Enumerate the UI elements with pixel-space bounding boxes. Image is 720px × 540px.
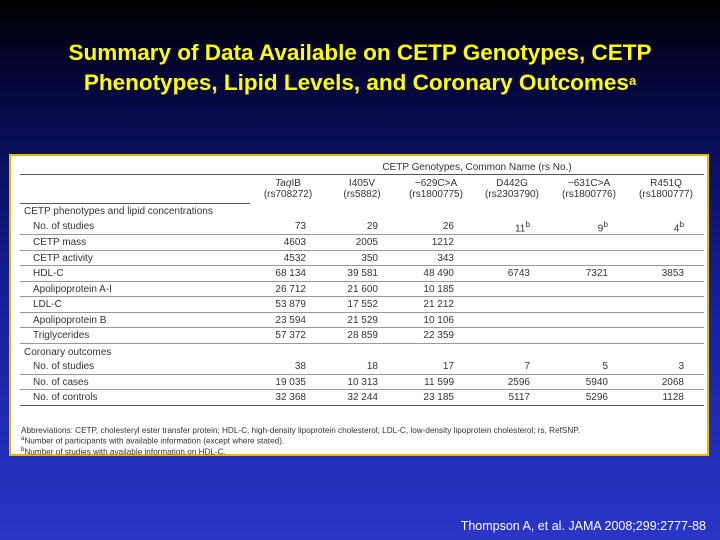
title-footnote-marker: a bbox=[628, 73, 637, 88]
col-header-i405v: I405V (rs5882) bbox=[343, 178, 381, 200]
data-table-panel bbox=[9, 154, 709, 456]
table-row: LDL-C 53 879 17 552 21 212 bbox=[20, 297, 704, 313]
footnote-abbreviations: Abbreviations: CETP, cholesteryl ester transfer protein; HDL-C, high-density lipoprotein cholesterol; LDL-C, low-density lipoprotein cholesterol; rs, RefSNP. bbox=[21, 426, 580, 435]
genotype-group-header: CETP Genotypes, Common Name (rs No.) bbox=[250, 160, 704, 175]
table-row: No. of studies 38 18 17 7 5 3 bbox=[33, 361, 684, 373]
table-row: Apolipoprotein A-I 26 712 21 600 10 185 bbox=[20, 281, 704, 297]
table-group-header-row bbox=[20, 160, 704, 175]
footnote-a: $^a$Number of participants with available information (except where stated). bbox=[21, 436, 285, 446]
col-header-631c-a: −631C>A (rs1800776) bbox=[562, 178, 616, 200]
slide-title-line2 bbox=[0, 68, 720, 98]
col-header-d442g: D442G (rs2303790) bbox=[485, 178, 539, 200]
table-row: Triglycerides 57 372 28 859 22 359 bbox=[20, 328, 704, 344]
col-header-r451q: R451Q (rs1800777) bbox=[639, 178, 693, 200]
table-footnotes bbox=[21, 426, 701, 456]
slide-title-line2-text: Phenotypes, Lipid Levels, and Coronary Outcomes bbox=[83, 70, 629, 95]
table-row: CETP mass 4603 2005 1212 bbox=[20, 235, 704, 251]
table-row: No. of controls 32 368 32 244 23 185 5117 5296 1128 bbox=[20, 390, 704, 406]
table-row: No. of cases 19 035 10 313 11 599 2596 5940 2068 bbox=[20, 374, 704, 390]
section-header-phenotypes: CETP phenotypes and lipid concentrations bbox=[24, 206, 213, 218]
table-row: CETP activity 4532 350 343 bbox=[20, 250, 704, 266]
slide-title bbox=[0, 38, 720, 98]
slide-title-line1: Summary of Data Available on CETP Genotypes, CETP bbox=[68, 40, 652, 65]
section-header-coronary: Coronary outcomes bbox=[20, 343, 704, 359]
table-row: Apolipoprotein B 23 594 21 529 10 106 bbox=[20, 312, 704, 328]
citation: Thompson A, et al. JAMA 2008;299:2777-88 bbox=[460, 519, 706, 533]
col-header-taqib: TaqIB (rs708272) bbox=[263, 178, 313, 200]
table-row: HDL-C 68 134 39 581 48 490 6743 7321 3853 bbox=[20, 266, 704, 282]
table-row: No. of studies 73 29 26 11$^b$ 9$^b$ 4$^b$ bbox=[33, 219, 684, 235]
col-header-629c-a: −629C>A (rs1800775) bbox=[409, 178, 463, 200]
genotype-table bbox=[20, 160, 704, 406]
table-column-header-row bbox=[20, 175, 704, 204]
footnote-b: $^b$Number of studies with available information on HDL-C. bbox=[21, 446, 226, 457]
